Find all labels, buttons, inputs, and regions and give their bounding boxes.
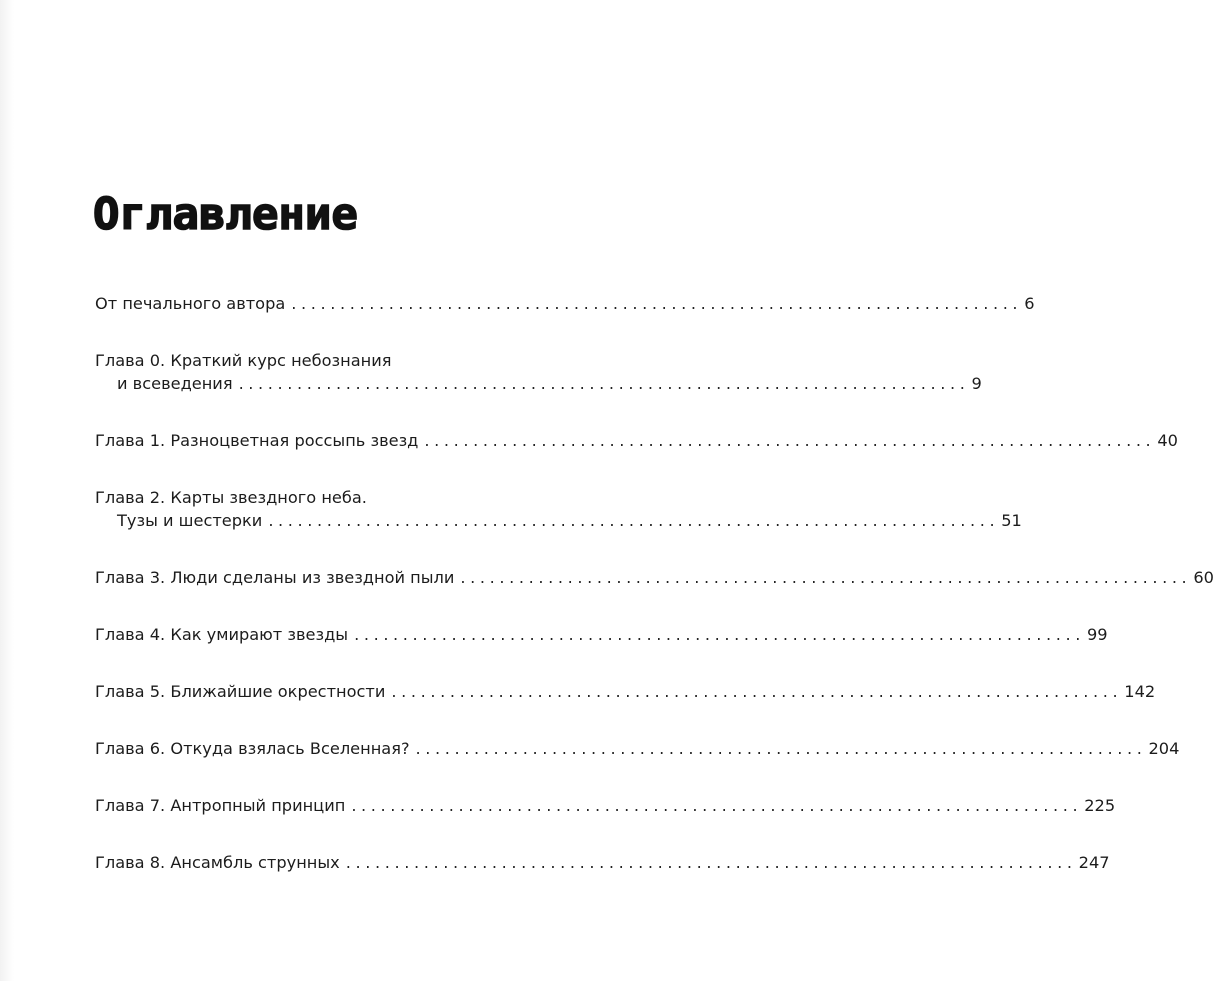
toc-entry-chapter-6[interactable]: [95, 737, 1180, 760]
toc-leader-dots: ...........................................................................: [424, 431, 1156, 450]
toc-leader-dots: ...........................................................................: [238, 374, 970, 393]
page-edge-shadow: [0, 0, 14, 981]
table-of-contents: [95, 292, 1214, 908]
toc-entry-chapter-2[interactable]: [95, 486, 1022, 532]
toc-page-number: 40: [1157, 431, 1178, 450]
toc-leader-dots: ...........................................................................: [351, 796, 1083, 815]
toc-page-number: 51: [1001, 511, 1022, 530]
toc-entry-label: Глава 1. Разноцветная россыпь звезд: [95, 431, 419, 450]
toc-entry-label: Глава 3. Люди сделаны из звездной пыли: [95, 568, 455, 587]
toc-leader-dots: ...........................................................................: [268, 511, 1000, 530]
toc-leader-dots: ...........................................................................: [345, 853, 1077, 872]
toc-leader-dots: ...........................................................................: [354, 625, 1085, 644]
toc-entry-label: Глава 7. Антропный принцип: [95, 796, 346, 815]
toc-entry-label: Глава 5. Ближайшие окрестности: [95, 682, 386, 701]
toc-page-number: 6: [1024, 294, 1035, 313]
toc-entry-label: Глава 8. Ансамбль струнных: [95, 853, 340, 872]
toc-entry-chapter-8[interactable]: [95, 851, 1110, 874]
toc-page-number: 247: [1078, 853, 1110, 872]
toc-entry-chapter-7[interactable]: [95, 794, 1116, 817]
toc-entry-chapter-3[interactable]: [95, 566, 1214, 589]
toc-page-number: 204: [1148, 739, 1180, 758]
toc-entry-chapter-0[interactable]: [95, 349, 982, 395]
page-title: Оглавление: [93, 189, 358, 240]
toc-leader-dots: ...........................................................................: [291, 294, 1023, 313]
toc-page-number: 9: [971, 374, 982, 393]
toc-entry-label: Глава 2. Карты звездного неба.: [95, 488, 367, 507]
toc-page-number: 60: [1193, 568, 1214, 587]
toc-entry-chapter-5[interactable]: [95, 680, 1156, 703]
toc-page-number: 99: [1087, 625, 1108, 644]
toc-entry-label-continued: и всеведения: [117, 374, 233, 393]
toc-page-number: 142: [1124, 682, 1156, 701]
toc-entry-label: Глава 6. Откуда взялась Вселенная?: [95, 739, 410, 758]
toc-entry-preface[interactable]: [95, 292, 1035, 315]
toc-entry-chapter-1[interactable]: [95, 429, 1178, 452]
toc-entry-label: Глава 4. Как умирают звезды: [95, 625, 349, 644]
toc-entry-label: Глава 0. Краткий курс небознания: [95, 351, 392, 370]
toc-leader-dots: ...........................................................................: [460, 568, 1192, 587]
toc-leader-dots: ...........................................................................: [415, 739, 1147, 758]
toc-entry-chapter-4[interactable]: [95, 623, 1108, 646]
toc-entry-label-continued: Тузы и шестерки: [117, 511, 263, 530]
toc-entry-label: От печального автора: [95, 294, 286, 313]
toc-leader-dots: ...........................................................................: [391, 682, 1123, 701]
toc-page-number: 225: [1084, 796, 1116, 815]
